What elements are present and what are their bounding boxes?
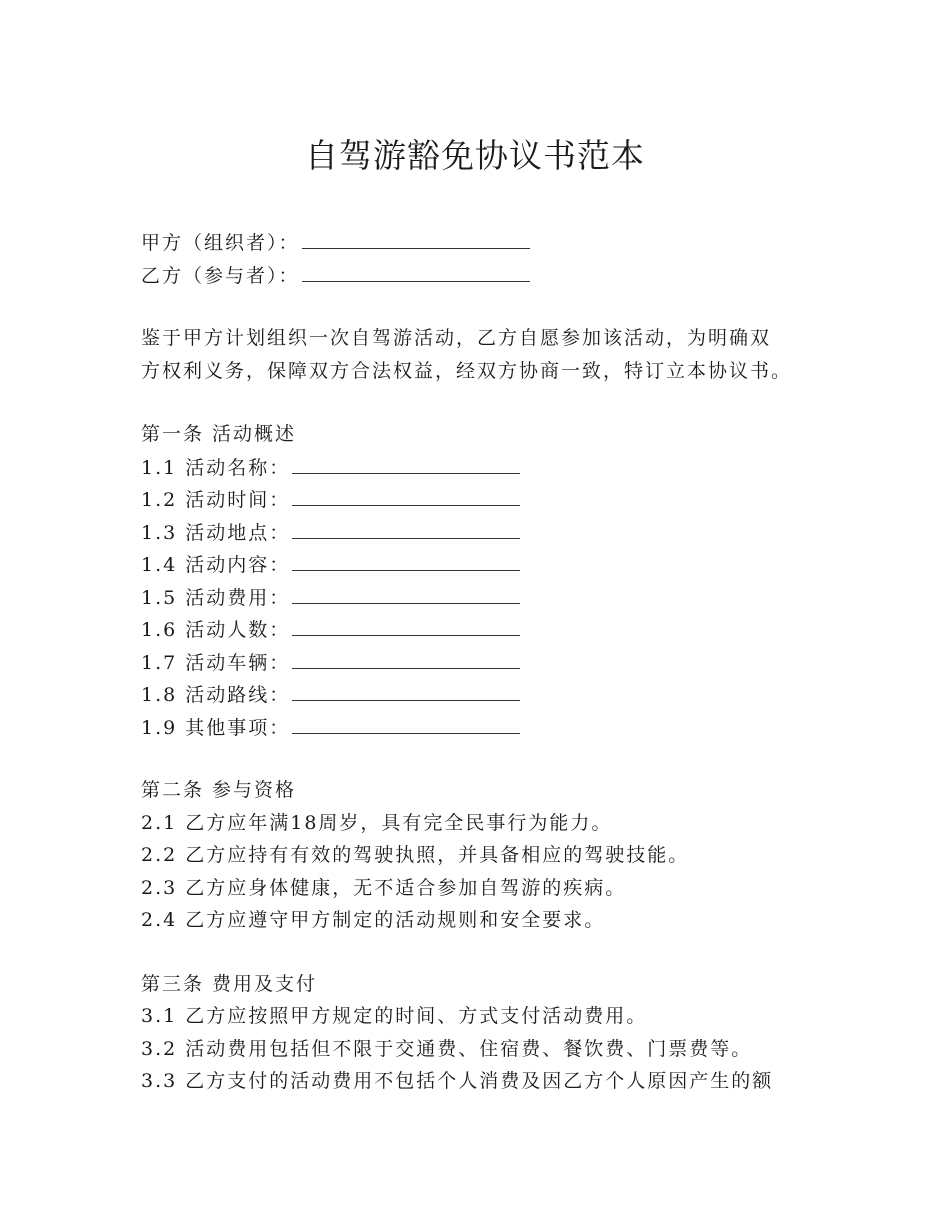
article1-item <box>141 548 821 581</box>
fill-blank[interactable] <box>292 548 520 571</box>
party-a-label: 甲方（组织者）： <box>141 232 300 254</box>
party-b-line <box>141 259 821 292</box>
article1-item <box>141 613 821 646</box>
article1-item <box>141 678 821 711</box>
fill-blank[interactable] <box>292 646 520 669</box>
article1-heading: 第一条 活动概述 <box>141 423 297 445</box>
spacer <box>141 387 821 418</box>
preamble-line-1: 鉴于甲方计划组织一次自驾游活动，乙方自愿参加该活动，为明确双 <box>141 327 772 349</box>
party-a-blank[interactable] <box>302 226 530 249</box>
article1-item <box>141 451 821 484</box>
article2-item: 2.3 乙方应身体健康，无不适合参加自驾游的疾病。 <box>141 876 627 899</box>
article1-item <box>141 516 821 549</box>
article2-item: 2.2 乙方应持有有效的驾驶执照，并具备相应的驾驶技能。 <box>141 844 690 866</box>
article3-heading: 第三条 费用及支付 <box>141 972 318 995</box>
article1-item <box>141 711 821 744</box>
article2-item: 2.1 乙方应年满18周岁，具有完全民事行为能力。 <box>141 811 613 834</box>
preamble-line-2: 方权利义务，保障双方合法权益，经双方协商一致，特订立本协议书。 <box>141 359 793 382</box>
article1-item-label: 1.6 活动人数： <box>141 619 291 641</box>
article1-item-label: 1.1 活动名称： <box>141 456 291 479</box>
spacer <box>141 291 821 322</box>
document-body <box>141 226 821 1098</box>
article1-item-label: 1.7 活动车辆： <box>141 651 291 674</box>
article1-item-label: 1.4 活动内容： <box>141 554 291 576</box>
fill-blank[interactable] <box>292 581 520 604</box>
fill-blank[interactable] <box>292 516 520 539</box>
fill-blank[interactable] <box>292 613 520 636</box>
party-b-label: 乙方（参与者）： <box>141 264 300 287</box>
article1-item-label: 1.8 活动路线： <box>141 684 291 706</box>
party-a-line <box>141 226 821 259</box>
article3-item: 3.1 乙方应按照甲方规定的时间、方式支付活动费用。 <box>141 1005 648 1027</box>
spacer <box>141 937 821 968</box>
document-title: 自驾游豁免协议书范本 <box>305 136 645 175</box>
spacer <box>141 743 821 774</box>
fill-blank[interactable] <box>292 451 520 474</box>
article1-item <box>141 483 821 516</box>
fill-blank[interactable] <box>292 483 520 506</box>
article1-item-label: 1.5 活动费用： <box>141 586 291 609</box>
article1-item-label: 1.3 活动地点： <box>141 521 291 544</box>
article1-item-label: 1.9 其他事项： <box>141 716 291 739</box>
article3-item: 3.2 活动费用包括但不限于交通费、住宿费、餐饮费、门票费等。 <box>141 1037 753 1060</box>
article2-item: 2.4 乙方应遵守甲方制定的活动规则和安全要求。 <box>141 909 606 931</box>
article2-heading: 第二条 参与资格 <box>141 779 297 801</box>
party-b-blank[interactable] <box>302 259 530 282</box>
fill-blank[interactable] <box>292 678 520 701</box>
article3-item: 3.3 乙方支付的活动费用不包括个人消费及因乙方个人原因产生的额 <box>141 1070 774 1092</box>
article1-item-label: 1.2 活动时间： <box>141 489 291 511</box>
fill-blank[interactable] <box>292 711 520 734</box>
article1-item <box>141 581 821 614</box>
article1-item <box>141 646 821 679</box>
